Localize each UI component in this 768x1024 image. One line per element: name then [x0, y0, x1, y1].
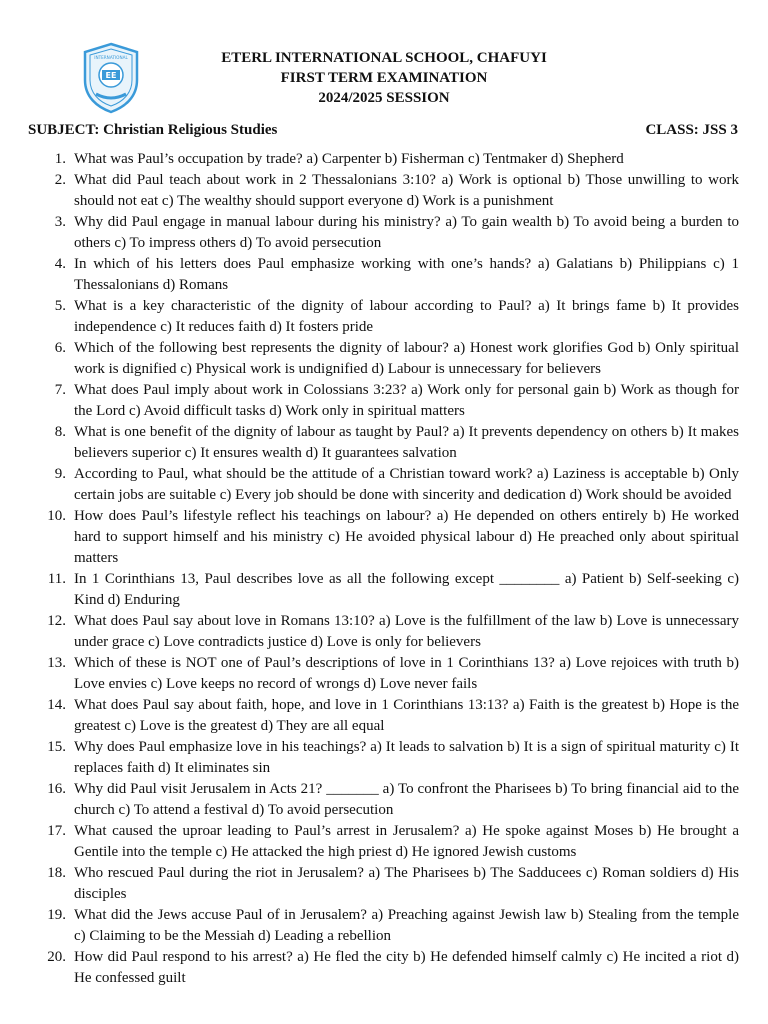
question-number: 15.	[47, 739, 66, 755]
question-text: What caused the uproar leading to Paul’s arrest in Jerusalem? a) He spoke against Moses b) He brought a Gentile into the temple c) He attacked the high priest d) He ignored Jewish customs	[74, 823, 739, 860]
logo-initials: EE	[105, 71, 117, 80]
question-item	[28, 296, 739, 338]
question-text: What is one benefit of the dignity of labour as taught by Paul? a) It prevents dependency on others b) It makes believers superior c) It ensures wealth d) It guarantees salvation	[74, 424, 739, 461]
question-text: What did Paul teach about work in 2 Thessalonians 3:10? a) Work is optional b) Those unwilling to work should not eat c) The wealthy should support everyone d) Work is a punishment	[74, 172, 739, 209]
question-text: What was Paul’s occupation by trade? a) Carpenter b) Fisherman c) Tentmaker d) Shepherd	[74, 151, 624, 167]
question-item	[28, 254, 739, 296]
subject-line	[28, 120, 738, 140]
question-number: 2.	[54, 172, 66, 188]
question-number: 1.	[54, 151, 66, 167]
question-text: In 1 Corinthians 13, Paul describes love as all the following except ________ a) Patient b) Self-seeking c) Kind d) Enduring	[74, 571, 739, 608]
question-item	[28, 653, 739, 695]
question-item	[28, 569, 739, 611]
question-number: 16.	[47, 781, 66, 797]
question-text: Which of the following best represents the dignity of labour? a) Honest work glorifies God b) Only spiritual work is dignified c) Physical work is undignified d) Labour is unnecessary for believers	[74, 340, 739, 377]
question-list	[28, 149, 739, 989]
question-item	[28, 149, 739, 170]
question-number: 12.	[47, 613, 66, 629]
question-number: 17.	[47, 823, 66, 839]
question-item	[28, 779, 739, 821]
question-item	[28, 338, 739, 380]
question-text: Why does Paul emphasize love in his teachings? a) It leads to salvation b) It is a sign of spiritual maturity c) It replaces faith d) It eliminates sin	[74, 739, 739, 776]
question-text: What did the Jews accuse Paul of in Jerusalem? a) Preaching against Jewish law b) Stealing from the temple c) Claiming to be the Messiah d) Leading a rebellion	[74, 907, 739, 944]
question-text: According to Paul, what should be the attitude of a Christian toward work? a) Laziness is acceptable b) Only certain jobs are suitable c) Every job should be done with sincerity and dedication d) Work should be avoided	[74, 466, 739, 503]
question-item	[28, 464, 739, 506]
question-number: 8.	[54, 424, 66, 440]
question-number: 20.	[47, 949, 66, 965]
question-item	[28, 905, 739, 947]
question-text: In which of his letters does Paul emphasize working with one’s hands? a) Galatians b) Philippians c) 1 Thessalonians d) Romans	[74, 256, 739, 293]
question-item	[28, 863, 739, 905]
question-text: What does Paul say about love in Romans 13:10? a) Love is the fulfillment of the law b) Love is unnecessary under grace c) Love contradicts justice d) Love is only for believers	[74, 613, 739, 650]
question-item	[28, 506, 739, 569]
question-item	[28, 611, 739, 653]
question-number: 5.	[54, 298, 66, 314]
question-text: Which of these is NOT one of Paul’s descriptions of love in 1 Corinthians 13? a) Love rejoices with truth b) Love envies c) Love keeps no record of wrongs d) Love never fails	[74, 655, 739, 692]
question-item	[28, 821, 739, 863]
question-item	[28, 947, 739, 989]
question-item	[28, 170, 739, 212]
question-text: Who rescued Paul during the riot in Jerusalem? a) The Pharisees b) The Sadducees c) Roman soldiers d) His disciples	[74, 865, 739, 902]
question-text: How did Paul respond to his arrest? a) He fled the city b) He defended himself calmly c) He incited a riot d) He confessed guilt	[74, 949, 739, 986]
question-text: What does Paul imply about work in Colossians 3:23? a) Work only for personal gain b) Work as though for the Lord c) Avoid difficult tasks d) Work only in spiritual matters	[74, 382, 739, 419]
question-item	[28, 380, 739, 422]
question-number: 18.	[47, 865, 66, 881]
question-text: Why did Paul engage in manual labour during his ministry? a) To gain wealth b) To avoid being a burden to others c) To impress others d) To avoid persecution	[74, 214, 739, 251]
subject-label: SUBJECT: Christian Religious Studies	[28, 122, 278, 138]
question-item	[28, 212, 739, 254]
question-text: Why did Paul visit Jerusalem in Acts 21? _______ a) To confront the Pharisees b) To bring financial aid to the church c) To attend a festival d) To avoid persecution	[74, 781, 739, 818]
question-number: 4.	[54, 256, 66, 272]
question-text: What does Paul say about faith, hope, and love in 1 Corinthians 13:13? a) Faith is the greatest b) Hope is the greatest c) Love is the greatest d) They are all equal	[74, 697, 739, 734]
question-text: How does Paul’s lifestyle reflect his teachings on labour? a) He depended on others entirely b) He worked hard to support himself and his ministry c) He avoided physical labour d) He preached only about spiritual matters	[74, 508, 739, 566]
question-number: 13.	[47, 655, 66, 671]
question-number: 11.	[47, 571, 66, 587]
question-number: 14.	[47, 697, 66, 713]
question-item	[28, 422, 739, 464]
question-number: 3.	[54, 214, 66, 230]
question-number: 10.	[47, 508, 66, 524]
question-text: What is a key characteristic of the dignity of labour according to Paul? a) It brings fame b) It provides independence c) It reduces faith d) It fosters pride	[74, 298, 739, 335]
question-number: 6.	[54, 340, 66, 356]
exam-header	[0, 48, 768, 108]
exam-session: 2024/2025 SESSION	[318, 90, 450, 106]
school-name: ETERL INTERNATIONAL SCHOOL, CHAFUYI	[221, 50, 547, 66]
question-number: 9.	[54, 466, 66, 482]
question-item	[28, 695, 739, 737]
logo-text-top: INTERNATIONAL	[94, 55, 128, 60]
class-label: CLASS: JSS 3	[645, 122, 738, 138]
exam-title: FIRST TERM EXAMINATION	[280, 70, 488, 86]
question-number: 19.	[47, 907, 66, 923]
question-item	[28, 737, 739, 779]
question-number: 7.	[54, 382, 66, 398]
